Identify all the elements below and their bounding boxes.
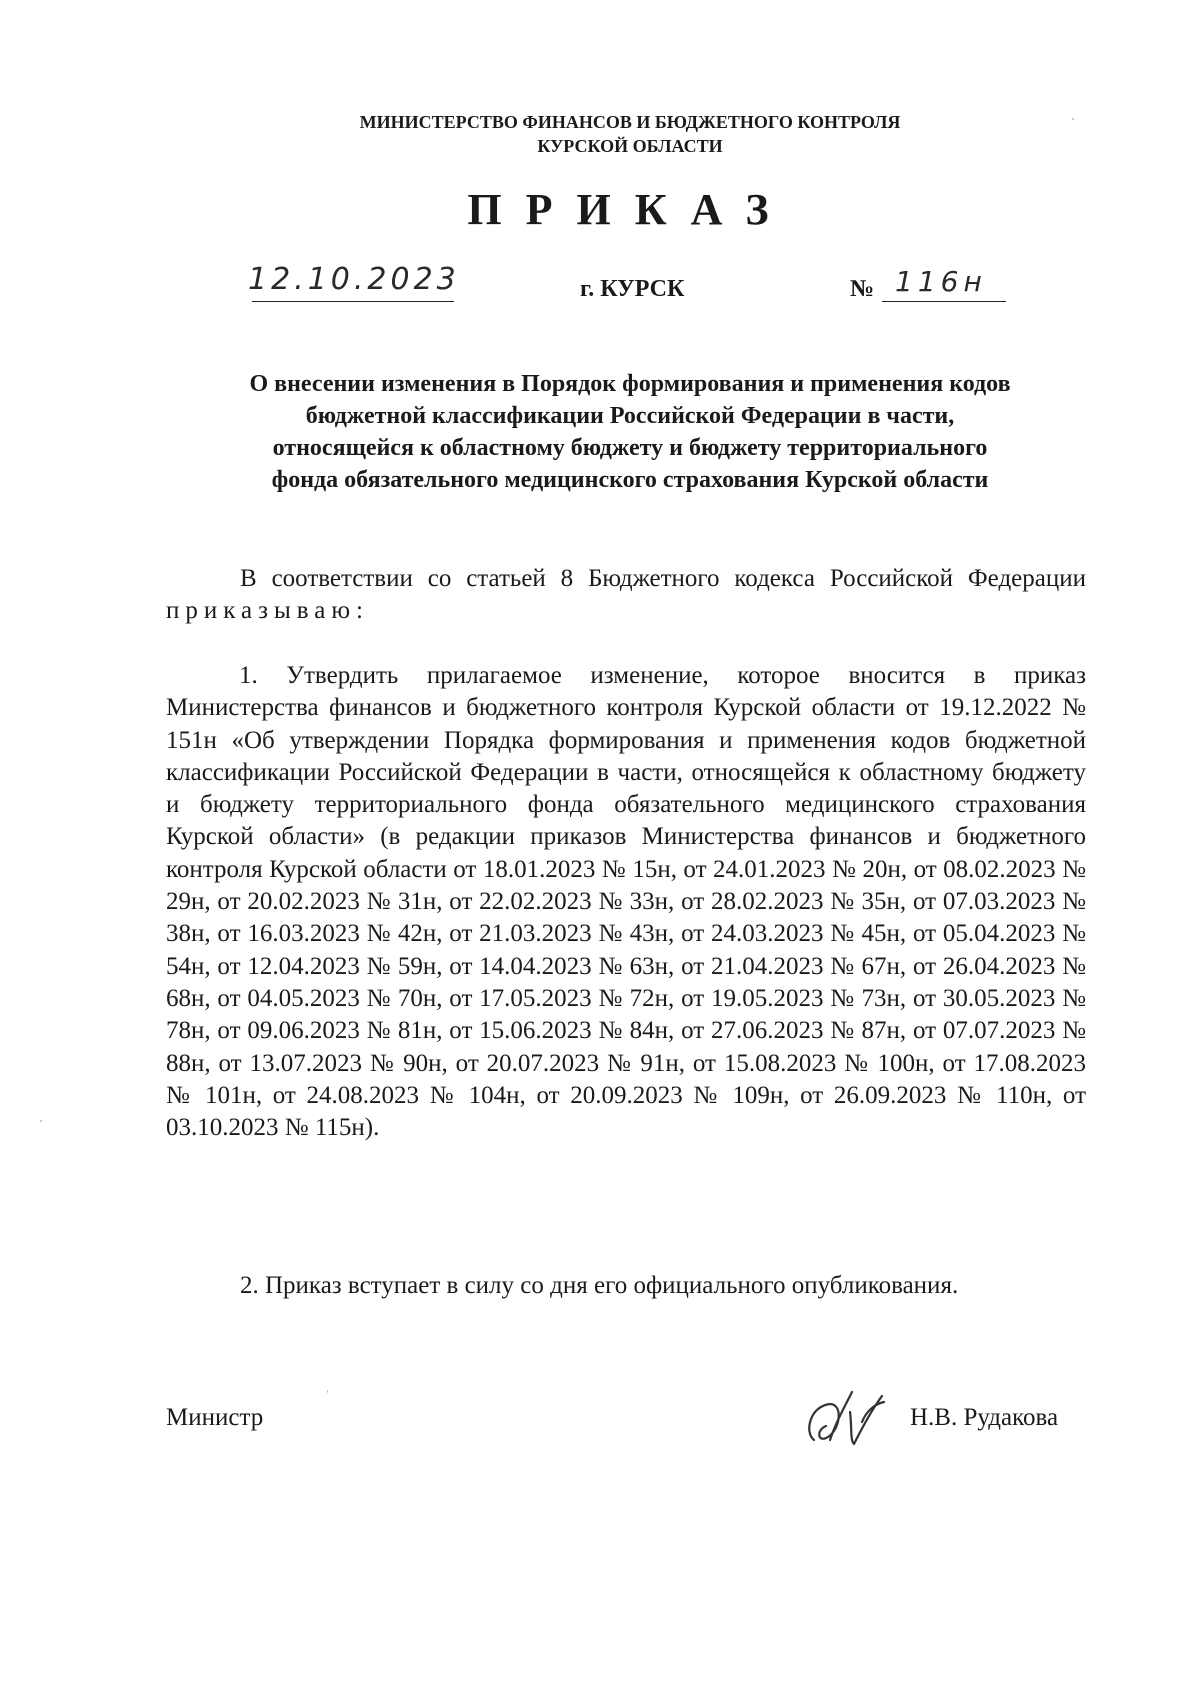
ministry-name-line1: МИНИСТЕРСТВО ФИНАНСОВ И БЮДЖЕТНОГО КОНТРОЛЯ	[359, 112, 901, 132]
ministry-header	[0, 110, 1200, 158]
number-sign: №	[850, 276, 875, 302]
item-1-paragraph	[166, 660, 1086, 1144]
signatory-title: Министр	[166, 1404, 264, 1431]
preamble-paragraph	[166, 563, 1086, 628]
date-underline	[252, 301, 454, 302]
handwritten-order-number: 116н	[895, 265, 987, 298]
document-type-title: ПРИКАЗ	[467, 185, 793, 234]
city-label: г. КУРСК	[580, 276, 685, 302]
handwritten-signature	[800, 1382, 920, 1452]
signatory-name: Н.В. Рудакова	[910, 1404, 1059, 1431]
order-subject	[0, 368, 1200, 496]
command-word: приказываю	[166, 597, 357, 625]
item-2-paragraph	[166, 1270, 1086, 1302]
item-1-text: 1. Утвердить прилагаемое изменение, которое вносится в приказ Министерства финансов и бюджетного контроля Курской области от 19.12.2022 № 151н «Об утверждении Порядка формирования и применения кодов бюджетной классификации Российской Федерации в части, относящейся к областному бюджету и бюджету территориального фонда обязательного медицинского страхования Курской области» (в редакции приказов Министерства финансов и бюджетного контроля Курской области от 18.01.2023 № 15н, от 24.01.2023 № 20н, от 08.02.2023 № 29н, от 20.02.2023 № 31н, от 22.02.2023 № 33н, от 28.02.2023 № 35н, от 07.03.2023 № 38н, от 16.03.2023 № 42н, от 21.03.2023 № 43н, от 24.03.2023 № 45н, от 05.04.2023 № 54н, от 12.04.2023 № 59н, от 14.04.2023 № 63н, от 21.04.2023 № 67н, от 26.04.2023 № 68н, от 04.05.2023 № 70н, от 17.05.2023 № 72н, от 19.05.2023 № 73н, от 30.05.2023 № 78н, от 09.06.2023 № 81н, от 15.06.2023 № 84н, от 27.06.2023 № 87н, от 07.07.2023 № 88н, от 13.07.2023 № 90н, от 20.07.2023 № 91н, от 15.08.2023 № 100н, от 17.08.2023 № 101н, от 24.08.2023 № 104н, от 20.09.2023 № 109н, от 26.09.2023 № 110н, от 03.10.2023 № 115н).	[166, 662, 1086, 1142]
scan-speck	[1072, 118, 1074, 120]
number-underline	[882, 301, 1006, 302]
subject-line-4: фонда обязательного медицинского страхования Курской области	[271, 467, 989, 493]
preamble-colon: :	[356, 597, 363, 625]
preamble-text: В соответствии со статьей 8 Бюджетного кодекса Российской Федерации	[240, 565, 1086, 592]
subject-line-3: относящейся к областному бюджету и бюджету территориального	[272, 435, 988, 461]
scan-speck	[40, 1120, 42, 1122]
scan-speck	[327, 1390, 328, 1393]
subject-line-2: бюджетной классификации Российской Федерации в части,	[305, 403, 955, 429]
handwritten-date: 12.10.2023	[248, 262, 460, 297]
subject-line-1: О внесении изменения в Порядок формирования и применения кодов	[249, 371, 1011, 397]
ministry-name-line2: КУРСКОЙ ОБЛАСТИ	[537, 136, 723, 156]
item-2-text: 2. Приказ вступает в силу со дня его официального опубликования.	[240, 1272, 959, 1299]
